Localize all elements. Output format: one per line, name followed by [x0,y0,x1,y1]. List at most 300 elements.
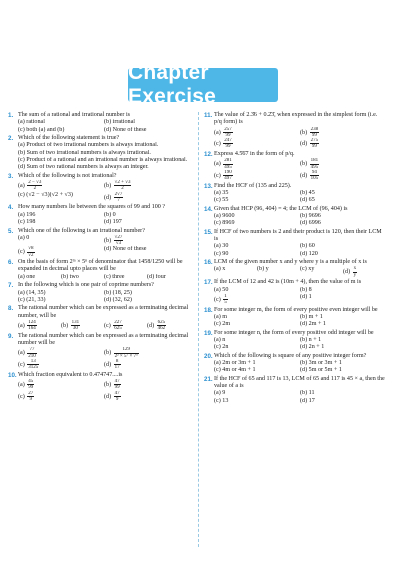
fraction-denominator: 5 [224,300,227,306]
question-item [204,259,386,278]
fraction [223,158,233,170]
option-text: (32, 62) [112,296,132,303]
question-item [204,229,386,258]
option-letter: (a) [214,337,221,343]
question-item [204,183,386,205]
fraction-numerator: 625 [157,319,166,325]
option-text: 55 [222,197,229,204]
fraction-numerator: x [353,266,357,272]
question-number: 6. [8,259,14,267]
fraction [114,379,121,391]
fraction-denominator: √2 [28,252,34,258]
answer-option [104,119,190,126]
option-text: 9600 [222,213,235,220]
option-letter: (d) [300,367,308,374]
answer-options [204,337,386,352]
option-text: 3m or 3m + 1 [308,360,342,367]
answer-option [18,164,190,171]
answer-option [147,320,190,332]
fraction [114,391,121,403]
question-number: 16. [204,259,213,267]
fraction-denominator: 495 [310,164,319,170]
question-text: Which of the following is square of any positive integer form? [214,352,367,359]
fraction-denominator: 30 [72,326,78,332]
answer-option [214,367,300,374]
option-text: Sum of two rational numbers is always an integer. [26,164,149,171]
answer-option [300,266,343,278]
fraction-numerator: 2√7 [114,191,123,197]
answer-option [104,127,190,134]
fraction-denominator: 99 [311,132,317,138]
option-text: 9 [222,390,226,397]
answer-option [104,246,190,258]
option-text: 2n [222,344,229,351]
fraction [27,320,37,332]
question-text: For some integer m, the form of every positive even integer will be [214,306,378,313]
answer-option [18,359,104,371]
option-text: 198 [26,219,36,226]
answer-option [300,390,386,397]
question-number: 7. [8,282,14,290]
answer-option [214,158,300,170]
answer-option [104,192,190,204]
answer-options [204,190,386,205]
question-number: 8. [8,305,14,313]
answer-option [214,170,300,182]
answer-option [18,157,190,164]
question-text: Which fraction equivalent to 0.474747....is [18,371,123,378]
option-text: (√2 − √3)(√2 + √3) [26,191,73,198]
answer-options [8,347,190,370]
option-letter: (d) [300,344,308,351]
question-number: 1. [8,112,14,119]
option-text: 65 [308,197,315,204]
chapter-title: Chapter Exercise [128,61,217,108]
fraction [310,170,320,182]
option-letter: (d) [104,126,112,133]
fraction-numerator: √2 + √3 [114,180,131,186]
question-text: How many numbers lie between the squares of 99 and 100 ? [18,204,166,211]
answer-option [214,390,300,397]
fraction-numerator: 275 [310,138,319,144]
fraction-denominator: 99 [225,144,231,150]
answer-option [18,379,104,391]
option-letter: (a) [214,313,221,320]
option-text: three [112,273,125,280]
fraction-denominator: 495 [224,164,232,170]
option-letter: (d) [300,321,308,328]
answer-option [214,360,300,367]
option-text: Product of two irrational numbers is always irrational. [26,142,159,149]
option-letter: (b) [104,119,112,126]
question-header [204,206,386,213]
answer-option [300,360,386,367]
answer-option [257,266,300,278]
question-header [204,151,386,158]
option-letter: (d) [104,296,112,303]
question-text: Given that HCP (96, 404) = 4; the LCM of (96, 404) is [214,205,348,212]
question-text: If the LCM of 12 and 42 is (10m + 4), then the value of m is [214,279,362,286]
fraction-denominator: 99 [311,144,317,150]
answer-option [214,220,300,227]
question-item [8,372,190,402]
answer-option [214,287,300,294]
fraction-denominator: 9 [115,396,119,402]
option-text: 13 [222,397,229,404]
option-letter: (b) [104,211,112,218]
question-text: Find the HCF of (135 and 225). [214,182,292,189]
answer-option [18,320,61,332]
question-header [8,228,190,235]
option-text: rational [26,119,45,126]
question-item [204,151,386,181]
question-text: Express 4.5̄6̄7 in the form of p/q. [214,150,295,157]
option-letter: (c) [214,367,221,374]
option-letter: (d) [104,246,112,253]
answer-option [18,119,104,126]
answer-option [214,190,300,197]
question-item [204,353,386,375]
answer-options [204,360,386,375]
option-letter: (d) [300,250,308,257]
chapter-title-banner [128,61,278,108]
option-letter: (a) [214,129,221,136]
option-letter: (a) [214,390,221,397]
option-letter: (d) [300,397,308,404]
answer-option [104,212,190,219]
question-item [204,330,386,352]
fraction-numerator: 1 [224,293,227,299]
option-letter: (d) [18,164,26,171]
answer-option [18,192,104,204]
option-text: irrational [112,119,135,126]
right-question-column [204,112,386,406]
option-letter: (a) [214,161,221,168]
option-letter: (b) [104,289,112,296]
option-letter: (d) [300,293,308,300]
question-number: 14. [204,205,213,213]
option-text: Product of a rational and an irrational number is always irrational. [26,156,188,163]
option-text: 9696 [308,213,321,220]
option-text: 4m or 4m + 1 [222,367,256,374]
option-letter: (d) [104,194,112,201]
question-number: 9. [8,332,14,340]
option-letter: (a) [18,142,25,149]
option-text: 1 [308,293,312,300]
option-text: 90 [222,250,229,257]
option-letter: (b) [18,149,26,156]
fraction [353,266,358,278]
answer-options [204,243,386,258]
answer-options [204,213,386,228]
option-text: 2m or 3m + 1 [222,360,256,367]
answer-option [104,320,147,332]
answer-options [204,127,386,150]
answer-option [300,190,386,197]
answer-option [300,243,386,250]
fraction [114,235,124,247]
option-letter: (d) [147,323,155,330]
fraction [27,391,34,403]
answer-option [104,180,190,192]
answer-option [104,359,190,371]
question-number: 2. [8,135,14,143]
fraction-numerator: √8 [28,246,34,252]
fraction-denominator: √3 [115,241,122,247]
option-text: m + 1 [308,313,323,320]
answer-option [104,379,190,391]
option-letter: (b) [104,382,112,389]
option-letter: (a) [18,119,25,126]
option-text: 0 [112,211,116,218]
fraction-numerator: 238 [310,126,319,132]
option-letter: (a) [18,183,25,190]
answer-option [300,367,386,374]
option-letter: (b) [300,189,308,196]
answer-option [104,274,147,281]
question-header [204,353,386,360]
fraction-denominator: 462 [157,326,166,332]
fraction [223,127,233,139]
option-letter: (a) [18,234,25,241]
option-text: (18, 25) [112,289,132,296]
option-text: (21, 33) [26,296,46,303]
answer-option [300,337,386,344]
fraction-numerator: 247 [224,138,232,144]
question-number: 15. [204,228,213,236]
question-header [8,173,190,180]
fraction-numerator: 47 [114,390,120,396]
answer-option [300,197,386,204]
question-header [204,279,386,286]
option-text: n [222,337,226,343]
question-item [8,173,190,203]
option-letter: (b) [300,313,308,320]
question-number: 5. [8,227,14,235]
fraction-numerator: 181 [310,158,319,164]
option-text: 35 [222,189,229,196]
option-letter: (a) [18,273,25,280]
option-letter: (c) [18,249,25,256]
fraction-numerator: 13 [27,359,39,365]
option-letter: (c) [18,191,25,198]
answer-option [18,391,104,403]
question-header [204,259,386,266]
fraction [113,320,123,332]
question-item [204,307,386,329]
fraction-denominator: 3125 [28,365,39,371]
option-letter: (b) [300,161,308,168]
question-number: 21. [204,375,213,383]
option-letter: (a) [214,266,221,273]
answer-option [214,266,257,278]
fraction-denominator: 17 [114,365,120,371]
answer-option [61,320,104,332]
answer-option [300,294,386,306]
option-text: 2n + 1 [308,344,325,351]
option-text: 2m + 1 [308,321,326,328]
answer-option [104,290,190,297]
option-text: None of these [112,246,147,253]
question-number: 17. [204,279,213,287]
option-letter: (a) [18,211,25,218]
answer-option [214,314,300,321]
option-letter: (c) [214,173,221,180]
answer-option [214,127,300,139]
fraction-numerator: 47 [114,378,120,384]
option-letter: (d) [104,362,112,369]
answer-options [204,266,386,278]
question-header [8,305,190,320]
fraction-numerator: 8 [114,359,121,365]
question-item [8,282,190,304]
option-letter: (b) [104,238,112,244]
answer-option [18,219,104,226]
question-number: 20. [204,352,213,360]
question-header [204,376,386,391]
question-text: If HCF of two numbers is 2 and their product is 120, then their LCM is [214,228,382,243]
question-text: The rational number which can be expressed as a terminating decimal number, will be [18,305,189,319]
option-letter: (c) [18,393,25,400]
answer-options [8,235,190,258]
fraction-denominator: 99 [28,385,34,391]
question-number: 10. [8,371,17,379]
fraction [310,158,320,170]
option-letter: (d) [147,273,155,280]
fraction [27,359,39,371]
answer-option [300,220,386,227]
question-header [8,333,190,348]
question-header [204,229,386,244]
fraction [223,294,228,306]
fraction-denominator: 105 [310,176,319,182]
answer-option [300,344,386,351]
option-letter: (a) [214,213,221,220]
option-letter: (a) [214,189,221,196]
option-letter: (c) [214,397,221,404]
option-text: y [265,266,269,273]
option-letter: (b) [104,350,112,357]
option-letter: (a) [18,382,25,389]
answer-option [214,398,300,405]
option-text: 120 [308,250,318,257]
option-letter: (b) [300,213,308,220]
question-number: 18. [204,306,213,314]
question-item [8,259,190,281]
option-letter: (a) [18,323,25,330]
fraction [310,138,320,150]
fraction-denominator: y [353,272,357,278]
question-text: On the basis of form 2ᵐ × 5ⁿ of denominator that 1458/1250 will be expanded in decimal upto places will be [18,259,183,273]
option-letter: (d) [300,220,308,227]
fraction-denominator: 2 [121,186,124,192]
option-letter: (b) [61,323,69,330]
column-divider [198,112,199,547]
answer-option [300,127,386,139]
option-letter: (b) [300,286,308,293]
option-letter: (a) [214,286,221,293]
fraction [114,347,139,359]
answer-option [214,344,300,351]
question-text: In the following which is one pair of coprime numbers? [18,282,154,289]
question-text: The sum of a rational and irrational number is [18,112,131,118]
fraction [27,347,37,359]
answer-option [18,235,104,247]
option-text: both (a) and (b) [26,126,65,133]
answer-option [104,347,190,359]
fraction-numerator: 257 [224,126,232,132]
option-text: 197 [112,219,122,226]
answer-option [18,142,190,149]
question-text: Which of the following is not irrational? [18,172,117,179]
option-letter: (d) [343,269,351,276]
option-text: 50 [222,286,229,293]
answer-options [204,314,386,329]
option-text: Sum of two irrational numbers is always irrational. [26,149,151,156]
option-letter: (c) [214,197,221,204]
answer-option [18,246,104,258]
answer-options [204,390,386,405]
question-number: 12. [204,150,213,158]
option-text: 196 [26,211,36,218]
fraction-numerator: 131 [71,319,80,325]
option-text: xy [308,266,315,273]
option-letter: (a) [214,243,221,250]
answer-option [18,180,104,192]
option-letter: (b) [300,243,308,250]
fraction-denominator: 625 [114,326,122,332]
question-header [204,307,386,314]
option-letter: (d) [104,393,112,400]
question-header [204,183,386,190]
option-letter: (a) [214,360,221,367]
option-letter: (c) [214,297,221,304]
question-text: If the HCF of 65 and 117 is 13, LCM of 65 and 117 is 45 × a, then the value of a is [214,375,385,390]
option-letter: (c) [214,250,221,257]
question-item [8,305,190,331]
fraction [223,138,233,150]
question-header [8,135,190,142]
fraction-numerator: 2 − √3 [28,180,42,186]
option-letter: (b) [61,273,69,280]
question-text: LCM of the given number x and y where y is a multiple of x is [214,259,367,266]
answer-options [8,142,190,171]
question-number: 4. [8,204,14,212]
option-letter: (a) [18,350,25,357]
question-header [8,204,190,211]
option-text: 11 [308,390,315,397]
option-text: m [222,313,228,320]
fraction-denominator: 164 [28,326,36,332]
option-letter: (d) [300,141,308,148]
fraction [71,320,81,332]
option-letter: (c) [300,266,307,273]
answer-option [300,287,386,294]
option-letter: (c) [18,362,25,369]
fraction-numerator: 77 [27,347,37,353]
question-header [204,330,386,337]
answer-options [8,379,190,402]
answer-option [214,138,300,150]
answer-option [18,347,104,359]
option-letter: (b) [257,266,265,273]
option-letter: (c) [18,126,25,133]
fraction [157,320,167,332]
question-item [8,333,190,371]
answer-option [214,243,300,250]
option-letter: (c) [214,220,221,227]
answer-option [214,251,300,258]
